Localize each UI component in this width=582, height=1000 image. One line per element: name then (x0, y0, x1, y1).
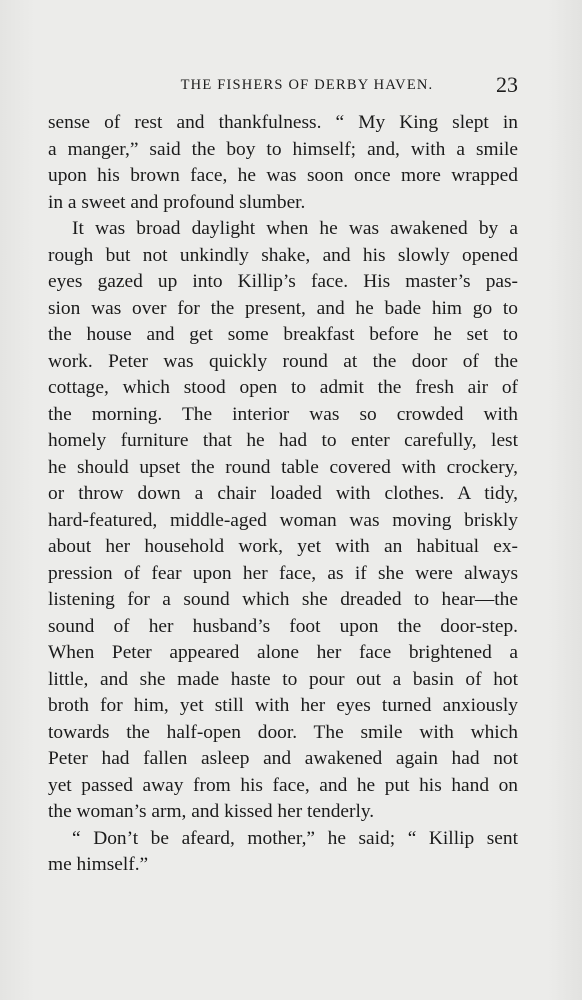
text-line: about her household work, yet with an habitual ex- (48, 536, 518, 557)
text-line: eyes gazed up into Killip’s face. His master’s pas- (48, 271, 518, 292)
text-line: rough but not unkindly shake, and his slowly opened (48, 244, 518, 266)
text-line: sion was over for the present, and he bade him go to (48, 297, 518, 319)
text-line: broth for him, yet still with her eyes turned anxiously (48, 695, 518, 716)
page-header (48, 74, 518, 98)
text-line: little, and she made haste to pour out a basin of hot (48, 668, 518, 690)
text-line: or throw down a chair loaded with clothes. A tidy, (48, 483, 518, 504)
text-line: listening for a sound which she dreaded to hear—the (48, 589, 518, 610)
page-number: 23 (496, 72, 518, 97)
text-line: pression of fear upon her face, as if she were always (48, 562, 518, 584)
text-line: work. Peter was quickly round at the door of the (48, 350, 518, 372)
text-line: When Peter appeared alone her face brightened a (48, 642, 518, 663)
text-line: he should upset the round table covered with crockery, (48, 456, 518, 478)
text-line: the house and get some breakfast before he set to (48, 324, 518, 345)
text-line: upon his brown face, he was soon once more wrapped (48, 165, 518, 186)
text-line: sense of rest and thankfulness. “ My King slept in (48, 112, 518, 133)
text-line: a manger,” said the boy to himself; and, with a smile (48, 138, 518, 160)
text-line: It was broad daylight when he was awakened by a (72, 218, 518, 239)
text-line: sound of her husband’s foot upon the door-step. (48, 615, 518, 637)
text-line: cottage, which stood open to admit the fresh air of (48, 377, 518, 398)
text-line: towards the half-open door. The smile with which (48, 721, 518, 743)
text-line: homely furniture that he had to enter carefully, lest (48, 430, 518, 451)
text-line: in a sweet and profound slumber. (48, 191, 306, 213)
running-title: THE FISHERS OF DERBY HAVEN. (180, 77, 434, 93)
body-text (48, 110, 518, 879)
text-line: “ Don’t be afeard, mother,” he said; “ Killip sent (72, 827, 518, 849)
text-line: Peter had fallen asleep and awakened again had not (48, 748, 518, 769)
text-line: me himself.” (48, 854, 149, 875)
text-line: hard-featured, middle-aged woman was moving briskly (48, 509, 518, 531)
text-line: the woman’s arm, and kissed her tenderly. (48, 801, 375, 822)
text-line: the morning. The interior was so crowded with (48, 403, 518, 425)
text-line: yet passed away from his face, and he put his hand on (48, 774, 518, 796)
